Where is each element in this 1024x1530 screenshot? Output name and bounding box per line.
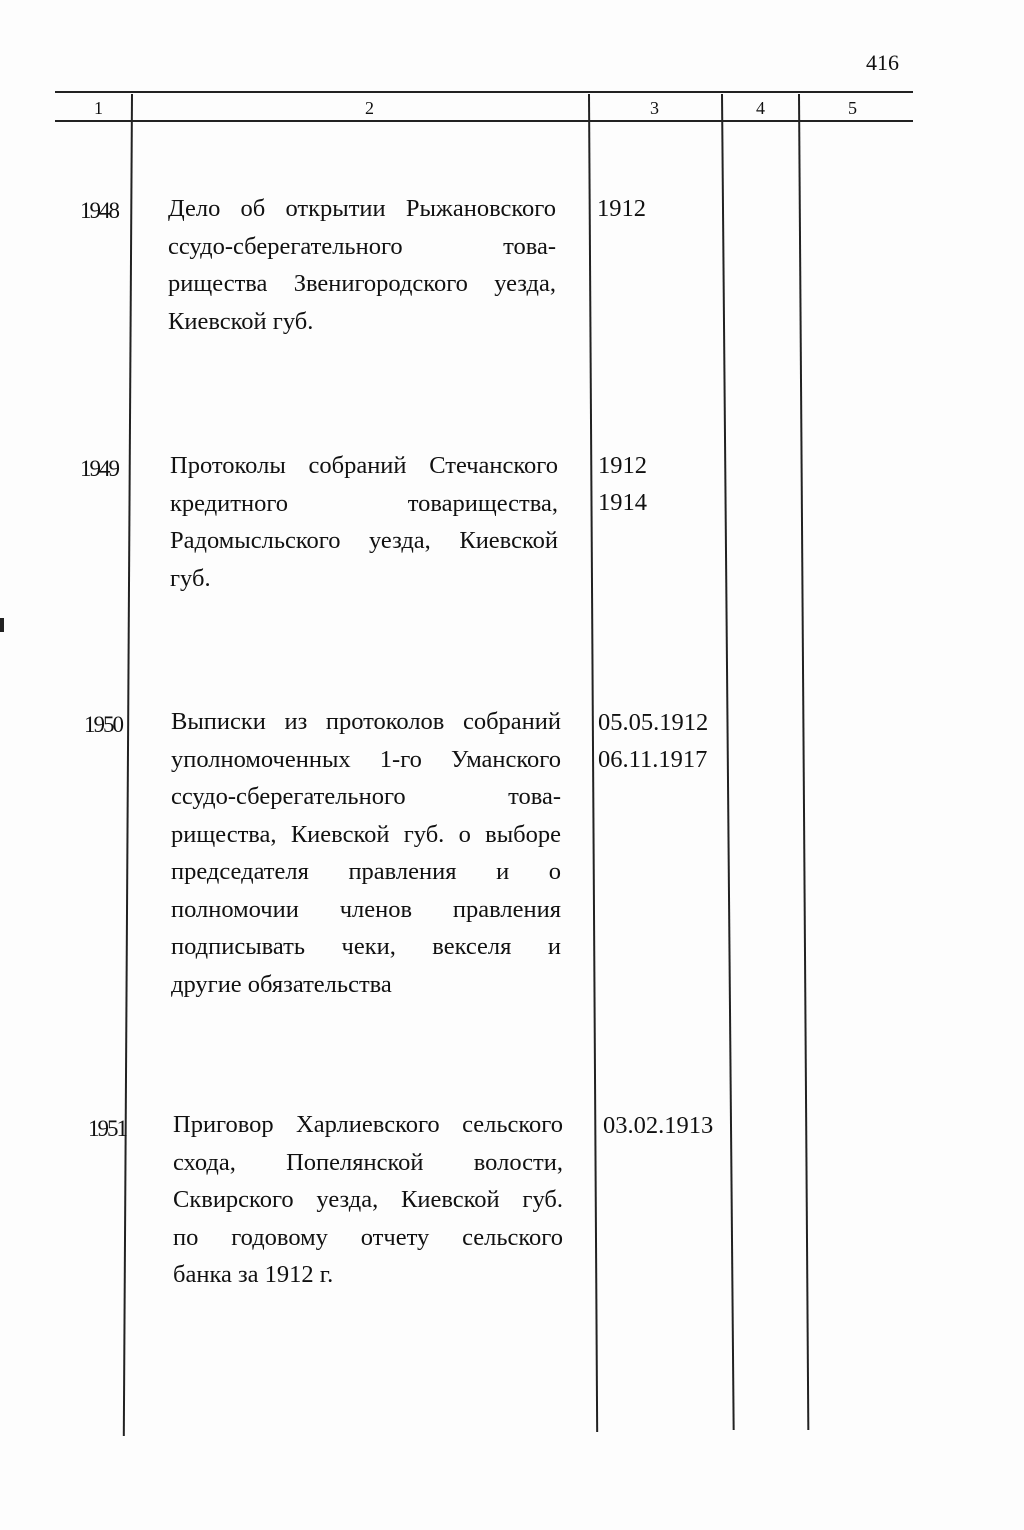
entry-1950-line: уполномоченных 1-го Уманского xyxy=(171,745,561,773)
edge-mark xyxy=(0,618,4,632)
entry-1950-line: другие обязательства xyxy=(171,970,392,998)
entry-1950-line: полномочии членов правления xyxy=(171,895,561,923)
entry-1951-line: по годовому отчету сельского xyxy=(173,1223,563,1251)
entry-1950-line: рищества, Киевской губ. о выборе xyxy=(171,820,561,848)
entry-1951-dates xyxy=(603,1107,713,1144)
entry-1948-line: рищества Звенигородского уезда, xyxy=(168,270,556,297)
entry-1951-description xyxy=(173,1106,563,1294)
column-header-3: 3 xyxy=(650,98,659,118)
column-header-2: 2 xyxy=(365,98,374,118)
entry-1948-dates xyxy=(597,190,646,227)
entry-1950-description xyxy=(171,703,561,1003)
entry-1951-line: схода, Попелянской волости, xyxy=(173,1148,563,1176)
entry-1950-date: 06.11.1917 xyxy=(598,746,708,773)
entry-1950-line: ссудо-сберегательного това- xyxy=(171,783,561,810)
entry-1949-line: губ. xyxy=(170,564,211,592)
entry-1951-date: 03.02.1913 xyxy=(603,1112,714,1139)
entry-1949-date: 1914 xyxy=(598,489,647,516)
column-divider-3 xyxy=(721,94,734,1430)
entry-1950-line: председателя правления и о xyxy=(171,858,561,885)
entry-1949-number: 1949 xyxy=(80,456,118,481)
entry-1948-line: Киевской губ. xyxy=(168,307,314,335)
page-number: 416 xyxy=(866,50,899,75)
entry-1948-line: Дело об открытии Рыжановского xyxy=(168,195,556,222)
entry-1949-description xyxy=(170,447,558,597)
header-bottom-rule xyxy=(55,120,913,122)
entry-1949-dates xyxy=(598,447,647,521)
column-header-5: 5 xyxy=(848,98,857,118)
entry-1950-dates xyxy=(598,704,708,778)
entry-1950-line: подписывать чеки, векселя и xyxy=(171,933,561,960)
entry-1951-line: банка за 1912 г. xyxy=(173,1261,334,1288)
entry-1951-line: Приговор Харлиевского сельского xyxy=(173,1111,563,1138)
entry-1948-date: 1912 xyxy=(597,195,646,222)
column-divider-2 xyxy=(588,94,598,1432)
entry-1949-line: Радомысльского уезда, Киевской xyxy=(170,527,558,554)
entry-1949-line: Протоколы собраний Стечанского xyxy=(170,452,558,479)
entry-1948-description xyxy=(168,190,556,340)
column-divider-4 xyxy=(798,94,809,1430)
header-top-rule xyxy=(55,91,913,93)
column-divider-1 xyxy=(123,94,133,1436)
entry-1948-line: ссудо-сберегательного това- xyxy=(168,232,556,260)
entry-1950-line: Выписки из протоколов собраний xyxy=(171,708,561,735)
entry-1950-date: 05.05.1912 xyxy=(598,709,709,736)
column-header-4: 4 xyxy=(756,98,765,118)
entry-1950-number: 1950 xyxy=(84,712,122,737)
entry-1948-number: 1948 xyxy=(80,198,118,223)
entry-1951-number: 1951 xyxy=(88,1116,126,1141)
entry-1949-line: кредитного товарищества, xyxy=(170,489,558,517)
entry-1949-date: 1912 xyxy=(598,452,647,479)
entry-1951-line: Сквирского уезда, Киевской губ. xyxy=(173,1186,563,1213)
column-header-1: 1 xyxy=(94,98,103,118)
